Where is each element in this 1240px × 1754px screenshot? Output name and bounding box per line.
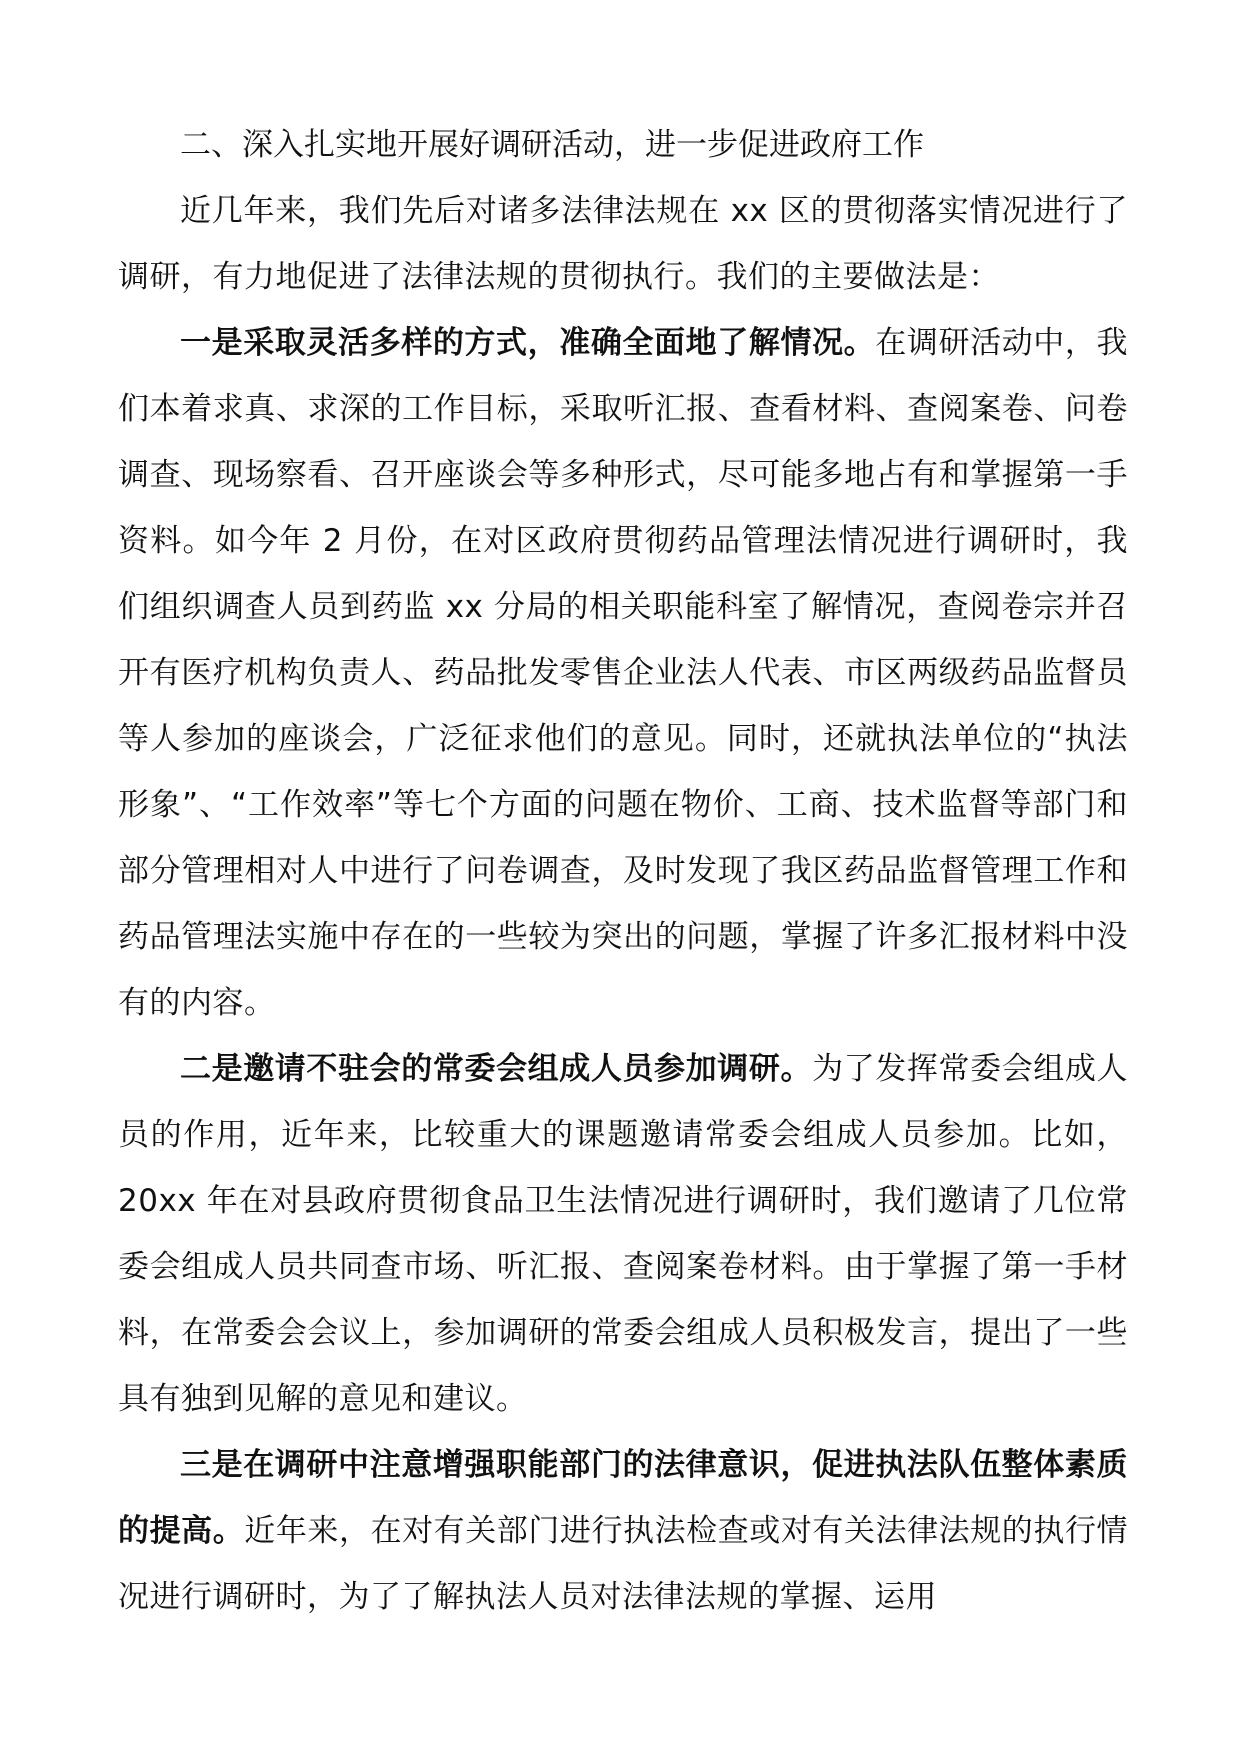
intro-paragraph: 近几年来，我们先后对诸多法律法规在 xx 区的贯彻落实情况进行了调研，有力地促进了法律法规的贯彻执行。我们的主要做法是： — [118, 193, 1128, 295]
point-lead-3: 三是在调研中注意增强职能部门的法律意识，促进执法队伍整体素质的提高。 — [118, 1447, 1128, 1549]
point-paragraph-3 — [118, 1432, 1128, 1630]
point-body-1: 在调研活动中，我们本着求真、求深的工作目标，采取听汇报、查看材料、查阅案卷、问卷调查、现场察看、召开座谈会等多种形式，尽可能多地占有和掌握第一手资料。如今年 2 月份，在对区政府贯彻药品管理法情况进行调研时，我们组织调查人员到药监 xx 分局的相关职能科室了解情况，查阅卷宗并召开有医疗机构负责人、药品批发零售企业法人代表、市区两级药品监督员等人参加的座谈会，广泛征求他们的意见。同时，还就执法单位的“执法形象”、“工作效率”等七个方面的问题在物价、工商、技术监督等部门和部分管理相对人中进行了问卷调查，及时发现了我区药品监督管理工作和药品管理法实施中存在的一些较为突出的问题，掌握了许多汇报材料中没有的内容。 — [118, 325, 1129, 1021]
section-heading: 二、深入扎实地开展好调研活动，进一步促进政府工作 — [180, 127, 924, 163]
point-body-2: 为了发挥常委会组成人员的作用，近年来，比较重大的课题邀请常委会组成人员参加。比如，20xx 年在对县政府贯彻食品卫生法情况进行调研时，我们邀请了几位常委会组成人员共同查市场、听汇报、查阅案卷材料。由于掌握了第一手材料，在常委会会议上，参加调研的常委会组成人员积极发言，提出了一些具有独到见解的意见和建议。 — [118, 1051, 1129, 1417]
point-paragraph-1 — [118, 310, 1128, 1036]
point-paragraph-2 — [118, 1036, 1128, 1432]
point-lead-1: 一是采取灵活多样的方式，准确全面地了解情况。 — [180, 325, 876, 361]
point-lead-2: 二是邀请不驻会的常委会组成人员参加调研。 — [180, 1051, 813, 1087]
document-body — [118, 112, 1128, 1630]
point-body-3: 近年来，在对有关部门进行执法检查或对有关法律法规的执行情况进行调研时，为了了解执法人员对法律法规的掌握、运用 — [118, 1513, 1129, 1615]
